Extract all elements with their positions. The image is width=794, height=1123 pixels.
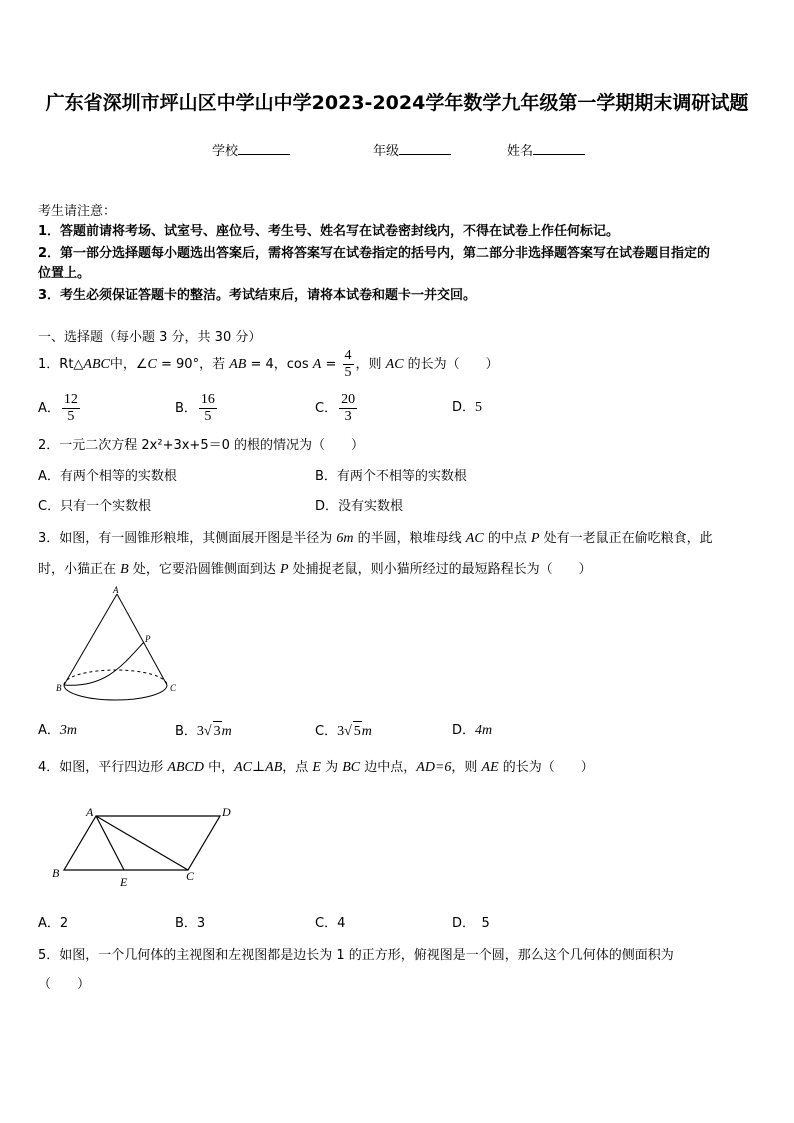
q1-ab: AB <box>229 357 247 372</box>
q3-ac: AC <box>465 531 484 546</box>
q3-option-d[interactable] <box>452 721 492 741</box>
q3-option-d-value: 4m <box>475 723 493 738</box>
q1-text-3: = 90°，若 <box>156 357 230 372</box>
grade-blank[interactable] <box>399 142 451 155</box>
question-5-line-1: 5．如图，一个几何体的主视图和左视图都是边长为 1 的正方形，俯视图是一个圆，那么这个几何体的侧面积为 <box>38 948 674 963</box>
school-blank[interactable] <box>238 142 290 155</box>
q1-abc: ABC <box>83 357 110 372</box>
question-4 <box>38 758 594 778</box>
q1-option-c-frac <box>339 392 357 425</box>
name-blank[interactable] <box>533 142 585 155</box>
notice-item-2-cont: 位置上。 <box>38 266 91 281</box>
q1-text-1: Rt△ <box>59 357 84 372</box>
question-5-line-2: （ ） <box>38 977 91 992</box>
q1-c: C <box>147 357 157 372</box>
notice-item-1: 1．答题前请将考场、试室号、座位号、考生号、姓名写在试卷密封线内，不得在试卷上作任何标记。 <box>38 224 620 239</box>
q3-option-d-label: D． <box>452 723 476 738</box>
para-label-a: A <box>86 805 94 819</box>
q4-text-1: 4．如图，平行四边形 <box>38 760 168 775</box>
q4-e: E <box>312 760 321 775</box>
section-heading: 一、选择题（每小题 3 分，共 30 分） <box>38 330 262 345</box>
para-label-c: C <box>186 869 195 883</box>
para-label-e: E <box>120 875 128 889</box>
q3-option-c-label: C． <box>315 724 338 739</box>
q4-ac-perp-ab: AC⊥AB <box>234 760 283 775</box>
q4-text-5: 边中点， <box>360 760 417 775</box>
q1-option-c[interactable] <box>315 392 359 425</box>
question-1 <box>38 348 499 382</box>
q1-option-d-label: D． <box>452 400 476 415</box>
q3-option-c-coef: 3 <box>337 724 345 739</box>
notice-item-2: 2．第一部分选择题每小题选出答案后，需将答案写在试卷指定的括号内，第二部分非选择题答案写在试卷题目指定的 <box>38 246 711 261</box>
q4-ad-6: AD=6 <box>416 760 452 775</box>
q3-text-5: 时，小猫正在 <box>38 562 121 577</box>
q1-option-d-value: 5 <box>475 400 483 415</box>
q1-option-c-den: 3 <box>344 409 352 424</box>
page-title: 广东省深圳市坪山区中学山中学2023-2024学年数学九年级第一学期期末调研试题 <box>45 92 749 114</box>
q3-text-2: 的半圆，粮堆母线 <box>353 531 466 546</box>
cone-edge-left <box>64 594 117 685</box>
q3-text-3: 的中点 <box>483 531 531 546</box>
q1-option-a-frac <box>62 392 80 425</box>
q1-text-5: = <box>321 357 341 372</box>
q3-option-b-radicand: 3 <box>213 721 222 742</box>
q1-option-b[interactable] <box>175 392 219 425</box>
q1-number: 1． <box>38 357 60 372</box>
q3-option-b[interactable] <box>175 721 232 742</box>
q3-text-6: 处，它要沿圆锥侧面到达 <box>128 562 280 577</box>
q1-option-b-label: B． <box>175 401 197 416</box>
q4-option-b[interactable]: B．3 <box>175 916 206 931</box>
notice-heading: 考生请注意： <box>38 204 117 219</box>
school-field[interactable] <box>212 140 290 159</box>
q3-text-4: 处有一老鼠正在偷吃粮食，此 <box>539 531 713 546</box>
q1-text-6: ，则 <box>355 357 386 372</box>
q1-fraction <box>343 348 354 381</box>
q1-option-a-num: 12 <box>63 392 78 407</box>
q4-option-c[interactable]: C．4 <box>315 916 346 931</box>
q4-text-7: 的长为（ ） <box>498 760 594 775</box>
q1-option-a-label: A． <box>38 401 60 416</box>
q3-p: P <box>530 531 540 546</box>
q4-option-d[interactable]: D． 5 <box>452 916 490 931</box>
q1-option-b-frac <box>199 392 217 425</box>
q3-option-c-radicand: 5 <box>353 721 362 742</box>
question-3-line-2 <box>38 560 592 580</box>
q1-option-c-label: C． <box>315 401 338 416</box>
q1-option-c-num: 20 <box>341 392 356 407</box>
q1-a: A <box>312 357 322 372</box>
q3-option-c[interactable] <box>315 721 372 742</box>
name-field[interactable] <box>507 140 585 159</box>
q3-option-a[interactable] <box>38 721 77 741</box>
q4-ae: AE <box>481 760 499 775</box>
q2-option-b[interactable]: B．有两个不相等的实数根 <box>315 469 467 484</box>
q2-option-d[interactable]: D．没有实数根 <box>315 499 404 514</box>
q1-ac: AC <box>385 357 404 372</box>
q4-text-6: ，则 <box>451 760 482 775</box>
cone-label-c: C <box>170 683 177 693</box>
q3-option-a-value: 3m <box>59 723 78 738</box>
q1-option-d[interactable] <box>452 398 482 418</box>
q3-option-b-label: B． <box>175 724 197 739</box>
q1-text-4: = 4，cos <box>246 357 313 372</box>
q4-bc: BC <box>342 760 361 775</box>
q2-option-c[interactable]: C．只有一个实数根 <box>38 499 152 514</box>
q3-cone-figure <box>50 584 180 704</box>
cone-edge-right <box>117 594 167 685</box>
para-label-b: B <box>52 866 60 880</box>
sqrt-icon: √ <box>203 724 212 739</box>
q1-text-2: 中，∠ <box>109 357 148 372</box>
q3-text-7: 处捕捉老鼠，则小猫所经过的最短路程长为（ ） <box>288 562 592 577</box>
q3-b: B <box>120 562 129 577</box>
cone-base-front <box>64 685 167 700</box>
q3-option-a-label: A． <box>38 723 60 738</box>
notice-item-3: 3．考生必须保证答题卡的整洁。考试结束后，请将本试卷和题卡一并交回。 <box>38 288 477 303</box>
q2-option-a[interactable]: A．有两个相等的实数根 <box>38 469 177 484</box>
grade-field[interactable] <box>373 140 451 159</box>
q3-text-1: 3．如图，有一圆锥形粮堆，其侧面展开图是半径为 <box>38 531 337 546</box>
q4-abcd: ABCD <box>167 760 204 775</box>
q3-six-m: 6m <box>336 531 354 546</box>
cone-label-b: B <box>56 683 62 693</box>
q4-parallelogram-figure <box>44 800 244 892</box>
q4-option-a[interactable]: A．2 <box>38 916 69 931</box>
name-label: 姓名 <box>507 144 534 159</box>
q1-option-a-den: 5 <box>67 409 75 424</box>
cone-label-a: A <box>113 585 119 595</box>
q4-text-3: ，点 <box>282 760 313 775</box>
q1-option-a[interactable] <box>38 392 82 425</box>
q1-text-7: 的长为（ ） <box>403 357 499 372</box>
q1-option-b-den: 5 <box>204 409 212 424</box>
q1-frac-den: 5 <box>344 365 352 380</box>
q3-p-2: P <box>279 562 289 577</box>
para-label-d: D <box>222 805 231 819</box>
grade-label: 年级 <box>373 144 400 159</box>
q1-frac-num: 4 <box>344 348 352 363</box>
q3-option-b-coef: 3 <box>196 724 204 739</box>
q4-text-4: 为 <box>320 760 343 775</box>
school-label: 学校 <box>212 144 239 159</box>
cone-base-back <box>64 670 167 685</box>
q3-option-c-unit: m <box>361 724 372 739</box>
q1-option-b-num: 16 <box>200 392 215 407</box>
question-3-line-1 <box>38 529 713 549</box>
q3-option-b-unit: m <box>221 724 232 739</box>
sqrt-icon: √ <box>344 724 352 739</box>
question-2: 2．一元二次方程 2x²+3x+5＝0 的根的情况为（ ） <box>38 438 365 453</box>
cone-label-p: P <box>145 634 151 644</box>
q4-text-2: 中， <box>203 760 235 775</box>
